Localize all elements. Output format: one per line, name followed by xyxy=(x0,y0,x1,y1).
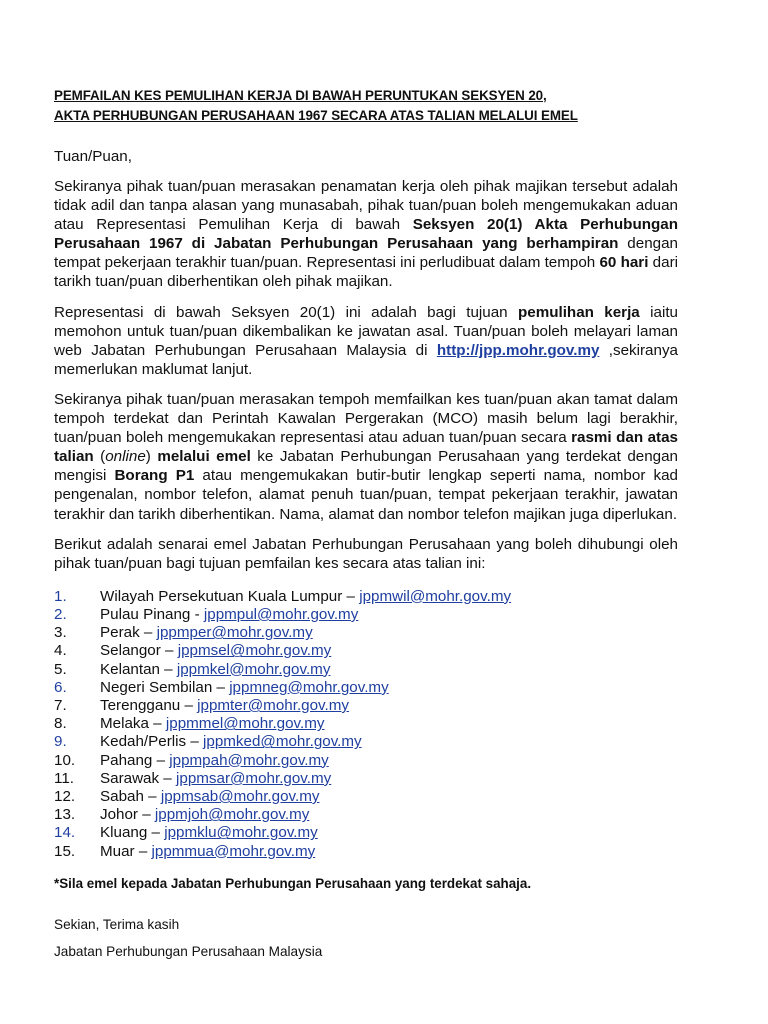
email-link[interactable]: jppmmel@mohr.gov.my xyxy=(165,715,325,733)
list-item xyxy=(54,752,678,770)
list-item-state: Negeri Sembilan – xyxy=(100,678,225,696)
list-item-state: Muar – xyxy=(100,842,148,860)
document-title-line-2: AKTA PERHUBUNGAN PERUSAHAAN 1967 SECARA ATAS TALIAN MELALUI EMEL xyxy=(54,108,578,123)
document-title-line-1: PEMFAILAN KES PEMULIHAN KERJA DI BAWAH PERUNTUKAN SEKSYEN 20, xyxy=(54,88,547,103)
list-item xyxy=(54,624,678,642)
para3-bold-via-email: melalui emel xyxy=(157,448,251,466)
list-item-number: 6. xyxy=(54,678,67,696)
list-item-number: 4. xyxy=(54,642,67,660)
list-item-state: Pulau Pinang - xyxy=(100,605,200,623)
list-item xyxy=(54,661,678,679)
list-item xyxy=(54,715,678,733)
list-item-number: 7. xyxy=(54,697,67,714)
list-item-state: Kedah/Perlis – xyxy=(100,733,199,751)
email-link[interactable]: jppmsar@mohr.gov.my xyxy=(176,769,332,787)
list-item-state: Kelantan – xyxy=(100,660,173,678)
email-link[interactable]: jppmper@mohr.gov.my xyxy=(156,624,313,642)
closing-remark: Sekian, Terima kasih xyxy=(54,916,180,932)
para1-text-1: Sekiranya pihak tuan/puan merasakan penamatan kerja oleh pihak majikan tersebut adalah tidak adil dan tanpa alasan yang munasabah, pihak tuan/puan boleh mengemukakan aduan atau Representasi Pemulihan Kerja di bawah xyxy=(54,178,678,234)
list-item-number: 2. xyxy=(54,605,67,623)
list-item-number: 9. xyxy=(54,733,67,751)
email-link[interactable]: jppmneg@mohr.gov.my xyxy=(229,678,389,696)
list-item-number: 1. xyxy=(54,587,67,605)
para2-text-2: iaitu memohon untuk tuan/puan dikembalikan ke jawatan asal. Tuan/puan boleh melayari laman web Jabatan Perhubungan Perusahaan Malaysia di xyxy=(54,303,678,359)
email-link[interactable]: jppmwil@mohr.gov.my xyxy=(359,587,512,605)
para3-text-4: ke Jabatan Perhubungan Perusahaan yang terdekat dengan mengisi xyxy=(54,448,678,485)
list-item-state: Melaka – xyxy=(100,715,162,733)
list-item-state: Kluang – xyxy=(100,824,160,842)
list-item-number: 5. xyxy=(54,660,67,678)
list-item-number: 13. xyxy=(54,806,76,824)
list-item-number: 11. xyxy=(54,769,74,787)
list-item xyxy=(54,824,678,842)
list-item-state: Johor – xyxy=(100,806,151,824)
list-item-state: Sarawak – xyxy=(100,769,172,787)
list-item-number: 14. xyxy=(54,824,76,842)
para3-bold-official-online: rasmi dan atas talian xyxy=(54,429,679,466)
salutation: Tuan/Puan, xyxy=(54,148,132,165)
email-link[interactable]: jppmklu@mohr.gov.my xyxy=(164,824,318,842)
email-link[interactable]: jppmjoh@mohr.gov.my xyxy=(154,806,310,824)
list-item xyxy=(54,679,678,697)
document-page xyxy=(54,86,678,961)
email-link[interactable]: jppmkel@mohr.gov.my xyxy=(176,660,331,678)
para3-text-3: ) xyxy=(145,448,158,466)
list-item-state: Terengganu – xyxy=(100,697,193,714)
para1-text-2: dengan tempat pekerjaan terakhir tuan/puan. Representasi ini perludibuat dalam tempoh xyxy=(54,235,678,272)
para2-text-3: ,sekiranya memerlukan maklumat lanjut. xyxy=(54,341,678,378)
para2-text-1: Representasi di bawah Seksyen 20(1) ini adalah bagi tujuan xyxy=(54,303,518,321)
email-link[interactable]: jppmpah@mohr.gov.my xyxy=(169,751,329,769)
list-item xyxy=(54,806,678,824)
office-email-list xyxy=(54,588,678,861)
para1-bold-section: Seksyen 20(1) Akta Perhubungan Perusahaan 1967 di Jabatan Perhubungan Perusahaan yang berhampiran xyxy=(54,216,679,253)
paragraph-online-submission xyxy=(54,390,678,524)
paragraph-reinstatement-info xyxy=(54,303,678,379)
list-item xyxy=(54,843,678,861)
list-item xyxy=(54,606,678,624)
list-item-number: 3. xyxy=(54,624,67,642)
list-item-state: Perak – xyxy=(100,624,153,642)
email-link[interactable]: jppmpul@mohr.gov.my xyxy=(203,605,359,623)
organization-signature: Jabatan Perhubungan Perusahaan Malaysia xyxy=(54,943,323,959)
email-link[interactable]: jppmsel@mohr.gov.my xyxy=(177,642,332,660)
list-item-state: Selangor – xyxy=(100,642,174,660)
nearest-office-note: *Sila emel kepada Jabatan Perhubungan Perusahaan yang terdekat sahaja. xyxy=(54,875,532,891)
list-item xyxy=(54,588,678,606)
list-item xyxy=(54,733,678,751)
email-link[interactable]: jppmked@mohr.gov.my xyxy=(203,733,362,751)
list-item-number: 12. xyxy=(54,788,76,806)
email-link[interactable]: jppmter@mohr.gov.my xyxy=(197,697,349,714)
para1-text-3: dari tarikh tuan/puan diberhentikan oleh pihak majikan. xyxy=(54,254,679,291)
para3-text-5: atau mengemukakan butir-butir lengkap seperti nama, nombor kad pengenalan, nombor telefon, alamat penuh tuan/puan, tempat pekerjaan terakhir, jawatan terakhir dan tarikh diberhentikan. Nama, alamat dan nombor telefon majikan juga diperlukan. xyxy=(54,467,678,523)
para3-text-1: Sekiranya pihak tuan/puan merasakan tempoh memfailkan kes tuan/puan akan tamat dalam tempoh terdekat dan Perintah Kawalan Pergerakan (MCO) masih belum lagi berakhir, tuan/puan boleh mengemukakan representasi atau aduan tuan/puan secara xyxy=(54,390,678,447)
list-item-number: 15. xyxy=(54,842,76,860)
list-item-state: Wilayah Persekutuan Kuala Lumpur – xyxy=(100,587,355,605)
list-item xyxy=(54,788,678,806)
list-item-number: 8. xyxy=(54,715,67,733)
jpp-website-link[interactable]: http://jpp.mohr.gov.my xyxy=(436,341,600,359)
list-item-state: Pahang – xyxy=(100,751,166,769)
list-item-state: Sabah – xyxy=(100,788,157,806)
list-item xyxy=(54,697,678,715)
list-item xyxy=(54,770,678,788)
paragraph-complaint-info xyxy=(54,177,678,292)
para3-text-2: ( xyxy=(93,448,106,466)
para3-italic-online: online xyxy=(105,448,146,466)
paragraph-email-list-intro: Berikut adalah senarai emel Jabatan Perhubungan Perusahaan yang boleh dihubungi oleh pihak tuan/puan bagi tujuan pemfailan kes secara atas talian ini: xyxy=(54,535,678,572)
para1-bold-deadline: 60 hari xyxy=(599,254,649,272)
para3-bold-form-p1: Borang P1 xyxy=(114,467,195,485)
list-item-number: 10. xyxy=(54,751,76,769)
list-item xyxy=(54,642,678,660)
email-link[interactable]: jppmsab@mohr.gov.my xyxy=(160,788,320,806)
para2-bold-reinstatement: pemulihan kerja xyxy=(517,303,640,321)
email-link[interactable]: jppmmua@mohr.gov.my xyxy=(151,842,316,860)
